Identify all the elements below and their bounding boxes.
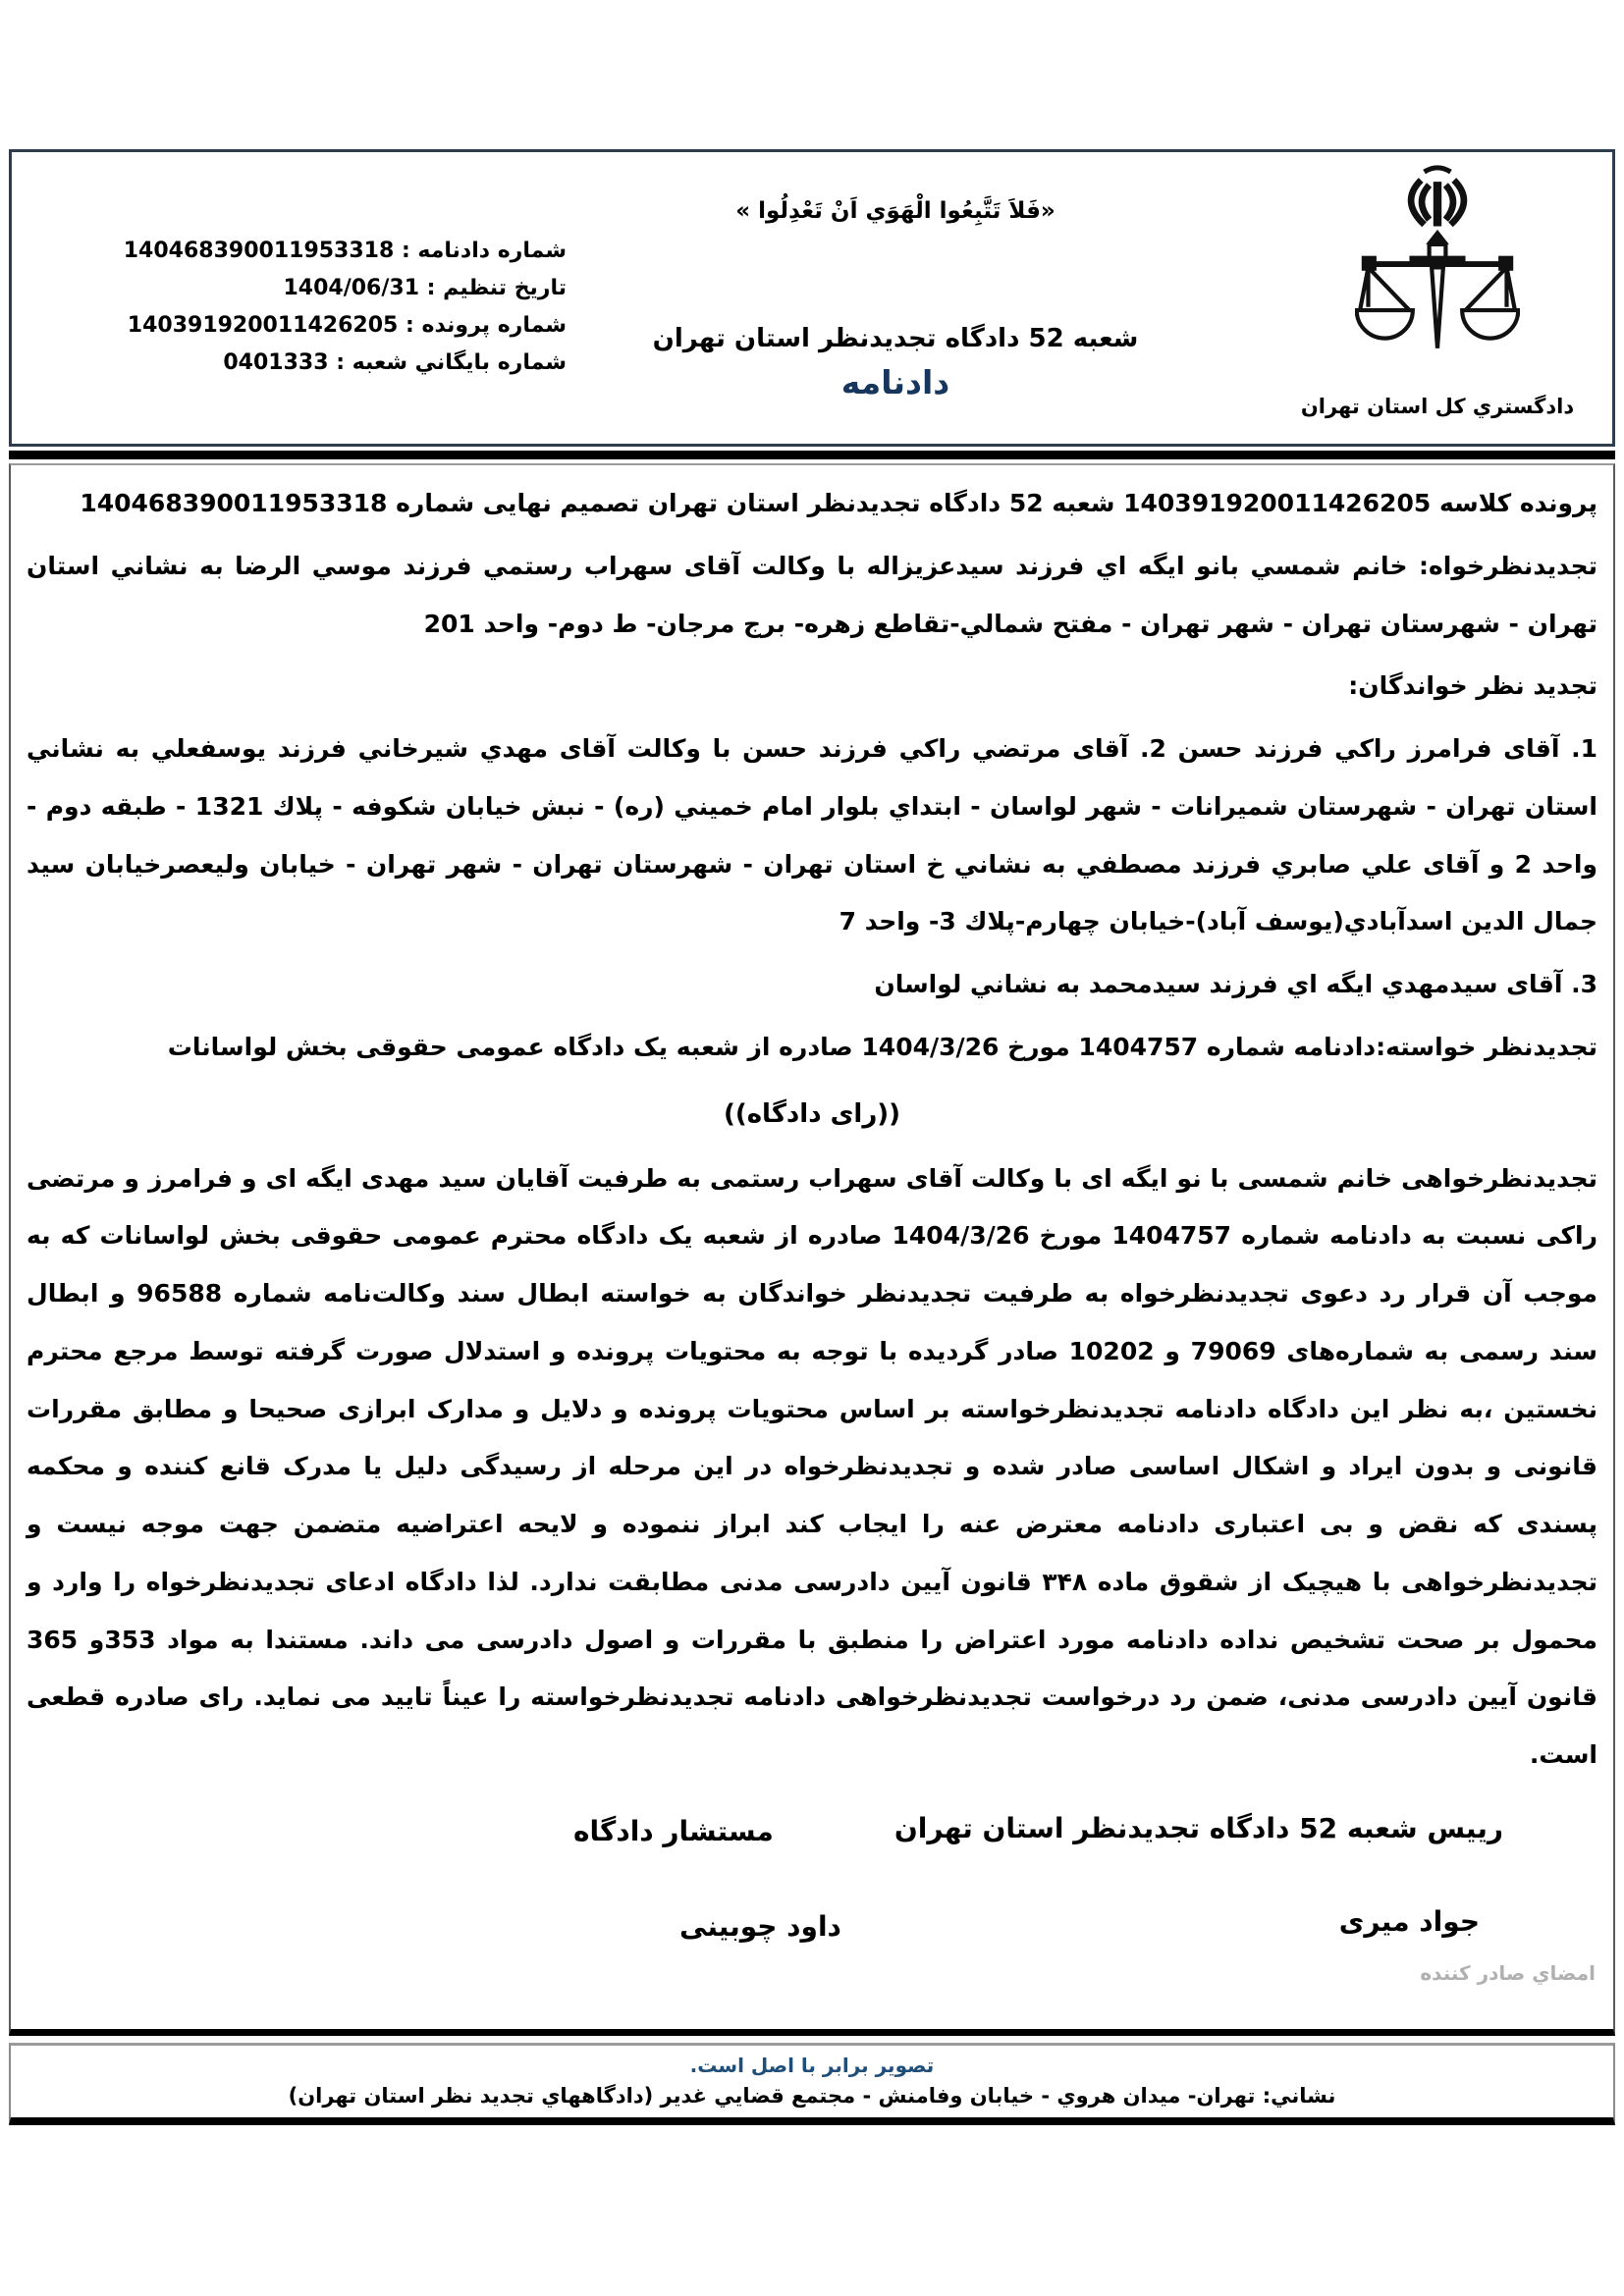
meta-value: 0401333 (223, 350, 329, 375)
meta-row-issue-date (105, 270, 567, 307)
appellant-paragraph: تجديدنظرخواه: خانم شمسي بانو ايگه اي فرزند سيدعزيزاله با وکالت آقای سهراب رستمي فرزند موسي الرضا به نشاني استان تهران - شهرستان تهران - شهر تهران - مفتح شمالي-تقاطع زهره- برج مرجان- ط دوم- واحد 201 (27, 551, 1597, 638)
court-address-line: نشاني: تهران- ميدان هروي - خيابان وفامنش - مجتمع قضايي غدير (دادگاههاي تجديد نظر استان تهران) (288, 2083, 1336, 2108)
respondents-heading: تجديد نظر خواندگان: (1348, 671, 1597, 701)
meta-row-judgment-number (105, 233, 567, 270)
branch-title: شعبه 52 دادگاه تجديدنظر استان تهران (652, 323, 1139, 353)
iran-judiciary-scales-icon (1290, 162, 1585, 393)
meta-value: 140468390011953318 (123, 239, 395, 263)
president-title: ريیس شعبه 52 دادگاه تجديدنظر استان تهران (893, 1811, 1503, 1844)
header-body-divider (9, 451, 1615, 459)
meta-row-case-number (105, 307, 567, 345)
meta-label: شماره پرونده : (406, 313, 567, 338)
certified-copy-line: تصوير برابر با اصل است. (689, 2053, 935, 2077)
meta-value: 1404/06/31 (283, 276, 419, 300)
meta-value: 140391920011426205 (127, 313, 399, 338)
quran-verse: «فَلاَ تَتَّبِعُوا الْهَوَي اَنْ تَعْدِلُوا » (735, 198, 1056, 224)
judiciary-emblem-block (1290, 162, 1585, 418)
respondents-paragraph: 1. آقای فرامرز راكي فرزند حسن 2. آقای مرتضي راكي فرزند حسن با وکالت آقای مهدي شيرخاني فرزند يوسفعلي به نشاني استان تهران - شهرستان شميرانات - شهر لواسان - ابتداي بلوار امام خميني (ره) - نبش خيابان شكوفه - پلاك 1321 - طبقه دوم - واحد 2 و آقای علي صابري فرزند مصطفي به نشاني خ استان تهران - شهرستان تهران - شهر تهران - خيابان وليعصرخيابان سيد جمال الدين اسدآبادي(يوسف آباد)-خيابان چهارم-پلاك 3- واحد 7 (27, 734, 1598, 936)
header-section (9, 149, 1615, 447)
advisor-title: مستشار دادگاه (573, 1814, 774, 1847)
footer-section (9, 2043, 1615, 2125)
president-name: جواد میری (1338, 1904, 1480, 1938)
meta-label: شماره دادنامه : (401, 239, 567, 263)
meta-row-archive-number (105, 345, 567, 382)
verdict-heading: ((رای دادگاه)) (723, 1098, 901, 1129)
meta-label: تاريخ تنظيم : (426, 276, 567, 300)
issuer-signature-note: امضاي صادر كننده (1420, 1960, 1596, 1985)
meta-label: شماره بايگاني شعبه : (336, 350, 567, 375)
signatures-block (27, 1812, 1597, 2023)
header-center-column (611, 152, 1180, 401)
case-reference-line: پرونده کلاسه 140391920011426205 شعبه 52 دادگاه تجديدنظر استان تهران تصميم نهايی شماره 140468390011953318 (80, 489, 1597, 517)
appeal-subject-line: تجديدنظر خواسته:دادنامه شماره 1404757 مورخ 1404/3/26 صادره از شعبه يک دادگاه عمومی حقوقی بخش لواسانات (167, 1032, 1597, 1061)
document-meta-block (105, 233, 567, 382)
judgment-body-section (9, 463, 1615, 2036)
org-caption: دادگستري کل استان تهران (1300, 395, 1575, 418)
advisor-name: داود چوبینی (679, 1909, 841, 1943)
document-type-title: دادنامه (840, 362, 950, 401)
respondent-3-line: 3. آقای سيدمهدي ايگه اي فرزند سيدمحمد به نشاني لواسان (874, 970, 1597, 998)
verdict-text-paragraph: تجدیدنظرخواهی خانم شمسی با نو ایگه ای با وکالت آقای سهراب رستمی به طرفیت آقایان سید مهدی ایگه ای و فرامرز و مرتضی راکی نسبت به دادنامه شماره 1404757 مورخ 1404/3/26 صادره از شعبه یک دادگاه محترم عمومی حقوقی بخش لواسانات که به موجب آن قرار رد دعوی تجدیدنظرخواه به طرفیت تجدیدنظر خواندگان به خواسته ابطال سند وکالت‌نامه شماره 96588 و ابطال سند رسمی به شماره‌های 79069 و 10202 صادر گردیده با توجه به محتویات پرونده و استدلال صورت گرفته توسط مرجع محترم نخستین ،به نظر این دادگاه دادنامه تجدیدنظرخواسته بر اساس محتویات پرونده و دلایل و مدارک ابرازی صحیحا و مطابق مقررات قانونی و بدون ایراد و اشکال اساسی صادر شده و تجدیدنظرخواه در این مرحله از رسیدگی دلیل یا مدرک قانع کننده و محکمه پسندی که نقض و بی اعتباری دادنامه معترض عنه را ایجاب کند ابراز ننموده و لایحه اعتراضیه متضمن جهت موجه نیست و تجدیدنظرخواهی با هیچیک از شقوق ماده ۳۴۸ قانون آیین دادرسی مدنی مطابقت ندارد. لذا دادگاه ادعای تجدیدنظرخواه را وارد و محمول بر صحت تشخیص نداده دادنامه مورد اعتراض را منطبق با مقررات و اصول دادرسی می داند. مستندا به مواد 353و 365 قانون آیین دادرسی مدنی، ضمن رد درخواست تجدیدنظرخواهی دادنامه تجدیدنظرخواسته را عیناً تایید می نماید. رای صادره قطعی است. (27, 1163, 1598, 1770)
